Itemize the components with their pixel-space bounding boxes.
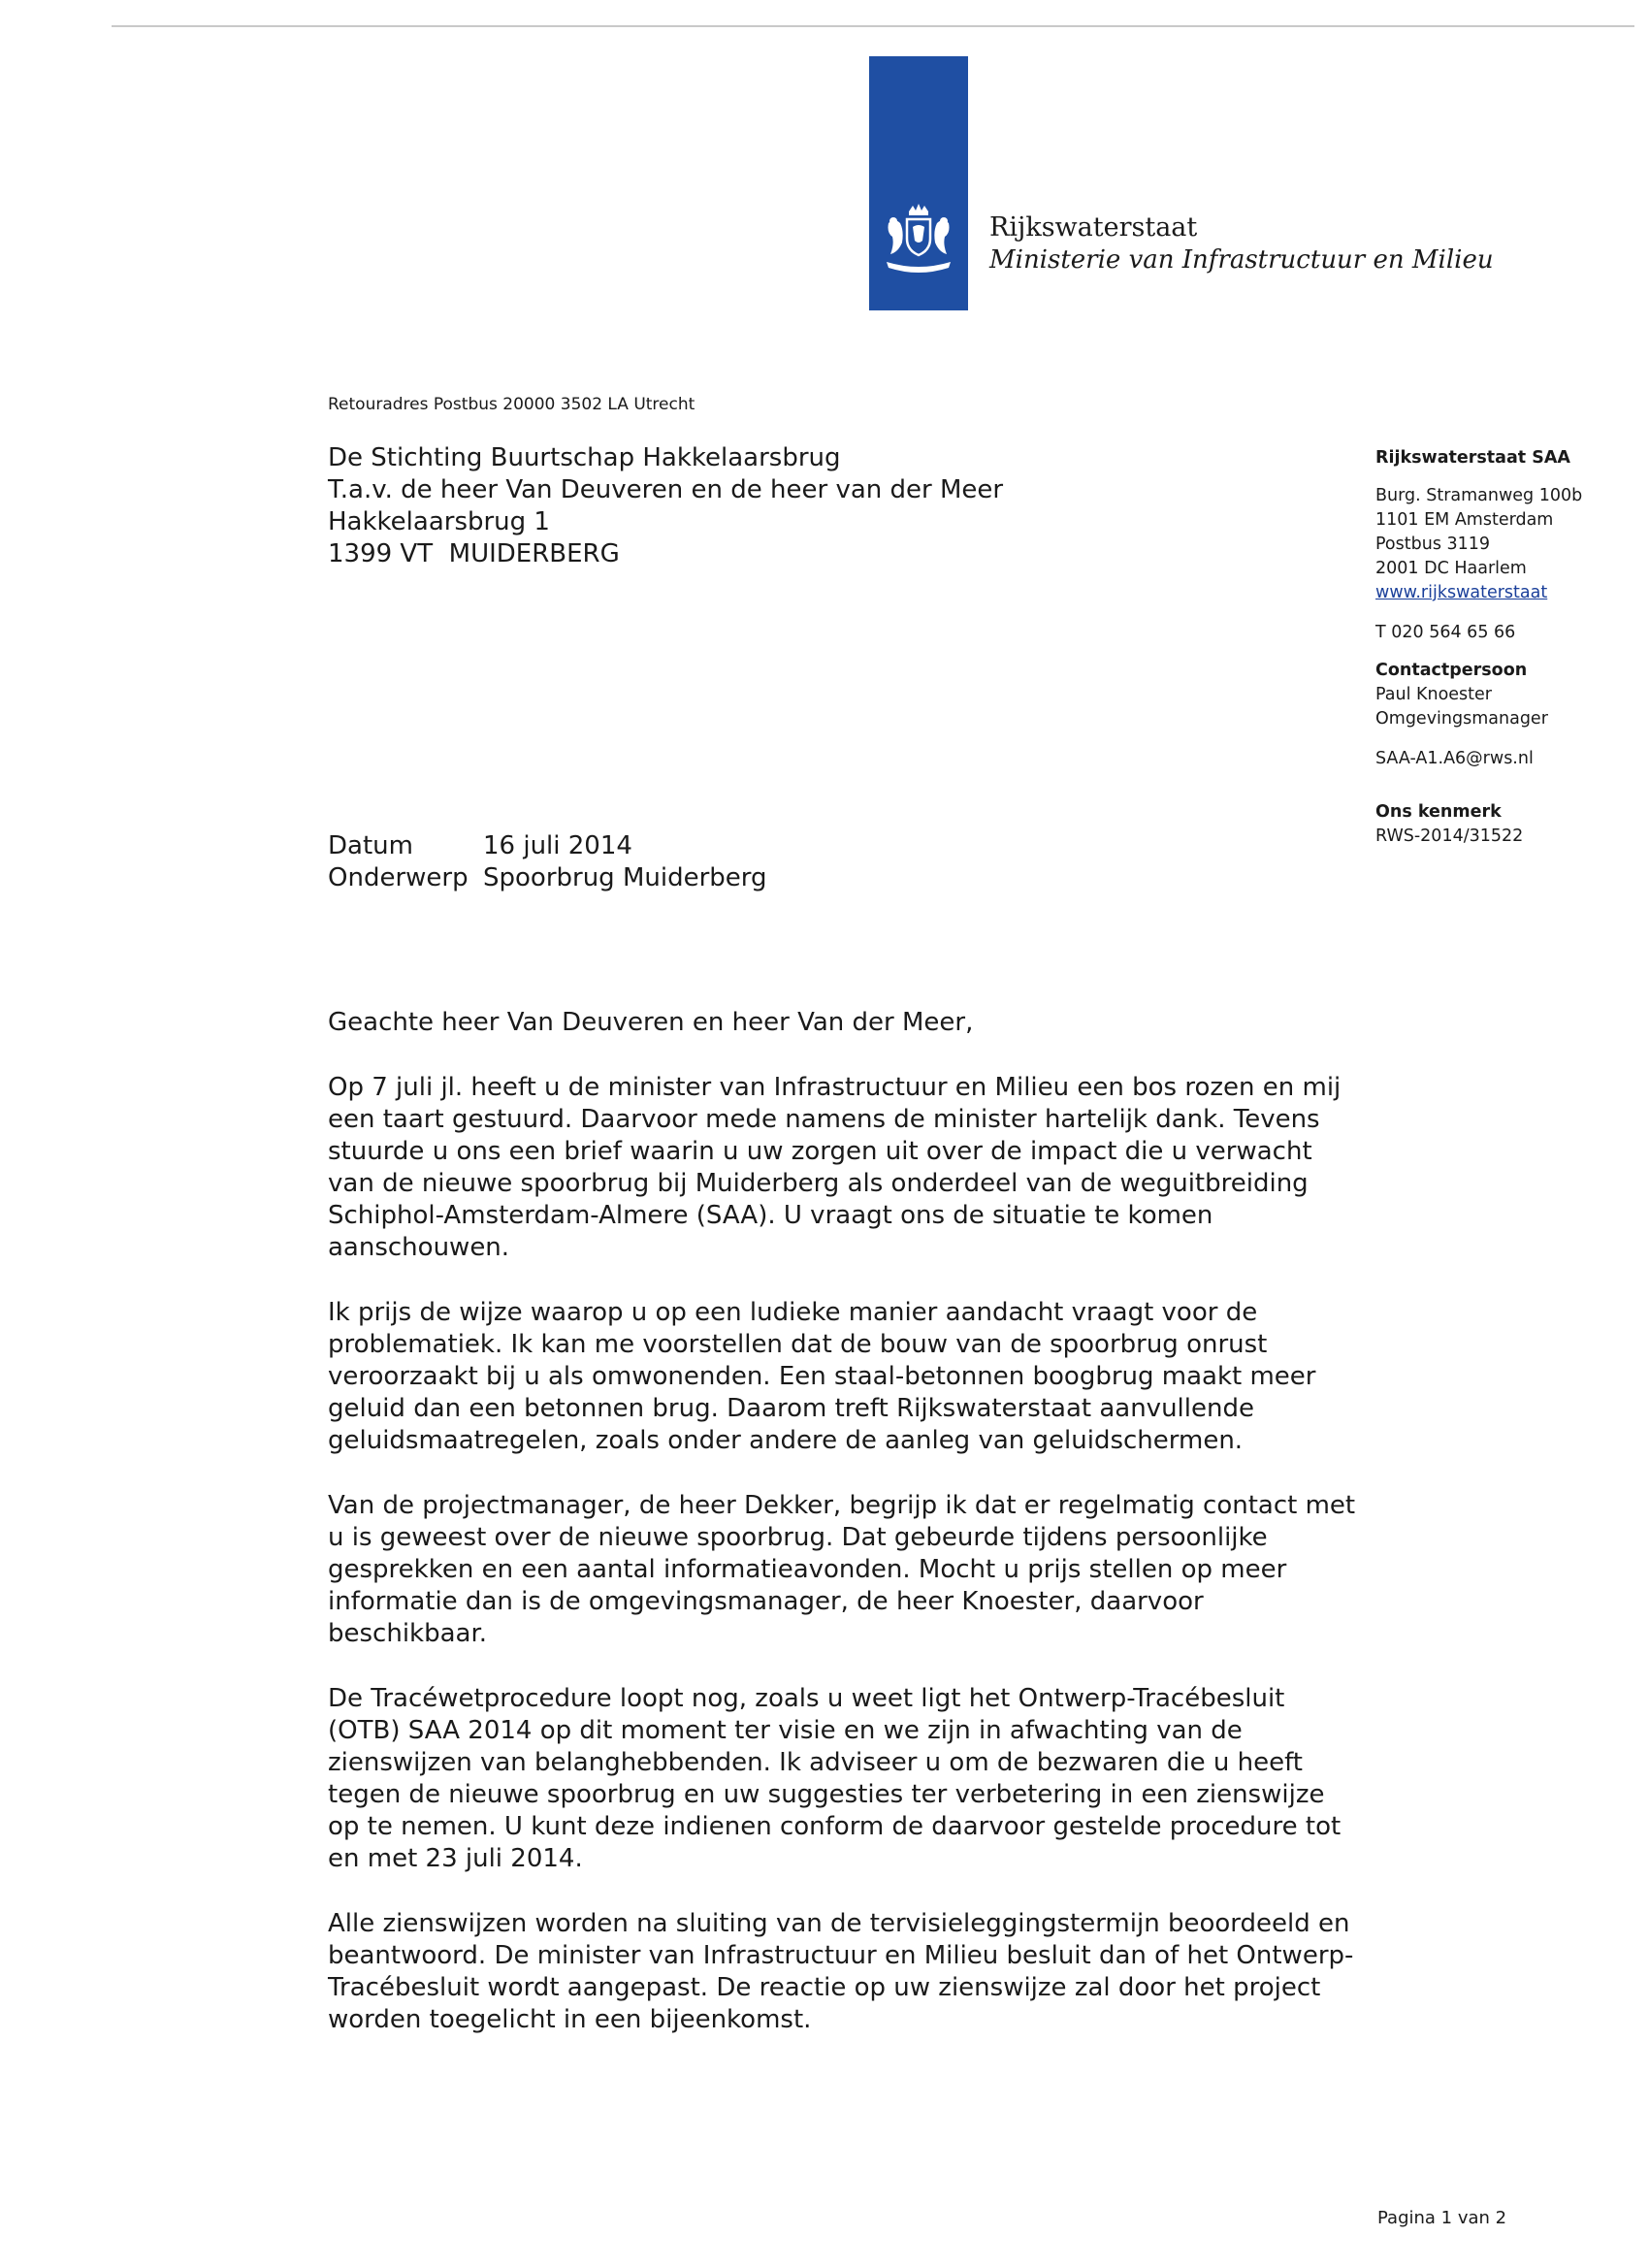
body-paragraph: Alle zienswijzen worden na sluiting van de tervisieleggingstermijn beoordeeld en beantwoord. De minister van Infrastructuur en Milieu besluit dan of het Ontwerp-Tracébesluit wordt aangepast. De reactie op uw zienswijze zal door het project worden toegelicht in een bijeenkomst. bbox=[328, 1909, 1354, 2034]
letter-meta bbox=[328, 830, 767, 894]
contact-name: Paul Knoester bbox=[1375, 685, 1492, 704]
crest-icon bbox=[881, 202, 956, 277]
subject-value: Spoorbrug Muiderberg bbox=[483, 863, 767, 892]
sender-postal-city: 2001 DC Haarlem bbox=[1375, 559, 1527, 578]
page-number: Pagina 1 van 2 bbox=[1377, 2208, 1507, 2228]
sender-phone: T 020 564 65 66 bbox=[1375, 623, 1516, 642]
date-label: Datum bbox=[328, 831, 413, 860]
sender-office: Rijkswaterstaat SAA bbox=[1375, 448, 1570, 468]
recipient-line: T.a.v. de heer Van Deuveren en de heer van der Meer bbox=[328, 475, 1004, 504]
contact-label: Contactpersoon bbox=[1375, 661, 1528, 680]
contact-role: Omgevingsmanager bbox=[1375, 709, 1548, 729]
letter-body bbox=[328, 1007, 1358, 2069]
body-paragraph: Ik prijs de wijze waarop u op een ludieke manier aandacht vraagt voor de problematiek. Ik kan me voorstellen dat de bouw van de spoorbrug onrust veroorzaakt bij u als omwonenden. Een staal-betonnen boogbrug maakt meer geluid dan een betonnen brug. Daarom treft Rijkswaterstaat aanvullende geluidsmaatregelen, zoals onder andere de aanleg van geluidschermen. bbox=[328, 1298, 1316, 1455]
reference-label: Ons kenmerk bbox=[1375, 802, 1502, 822]
recipient-line: Hakkelaarsbrug 1 bbox=[328, 507, 550, 536]
date-row bbox=[328, 830, 767, 862]
date-value: 16 juli 2014 bbox=[483, 831, 632, 860]
contact-email: SAA-A1.A6@rws.nl bbox=[1375, 749, 1534, 768]
org-name: Rijkswaterstaat bbox=[989, 212, 1198, 243]
sender-postbox: Postbus 3119 bbox=[1375, 535, 1491, 554]
sender-city: 1101 EM Amsterdam bbox=[1375, 510, 1554, 530]
body-paragraph: Op 7 juli jl. heeft u de minister van Infrastructuur en Milieu een bos rozen en mij een taart gestuurd. Daarvoor mede namens de minister hartelijk dank. Tevens stuurde u ons een brief waarin u uw zorgen uit over de impact die u verwacht van de nieuwe spoorbrug bij Muiderberg als onderdeel van de weguitbreiding Schiphol-Amsterdam-Almere (SAA). U vraagt ons de situatie te komen aanschouwen. bbox=[328, 1073, 1342, 1262]
logo-bar bbox=[869, 56, 968, 310]
return-address: Retouradres Postbus 20000 3502 LA Utrecht bbox=[328, 395, 695, 414]
subject-row bbox=[328, 862, 767, 894]
recipient-line: 1399 VT MUIDERBERG bbox=[328, 539, 620, 568]
subject-label: Onderwerp bbox=[328, 863, 469, 892]
salutation: Geachte heer Van Deuveren en heer Van der Meer, bbox=[328, 1008, 974, 1037]
recipient-line: De Stichting Buurtschap Hakkelaarsbrug bbox=[328, 443, 841, 472]
sender-sidebar bbox=[1375, 446, 1628, 849]
body-paragraph: De Tracéwetprocedure loopt nog, zoals u weet ligt het Ontwerp-Tracébesluit (OTB) SAA 2014 op dit moment ter visie en we zijn in afwachting van de zienswijzen van belanghebbenden. Ik adviseer u om de bezwaren die u heeft tegen de nieuwe spoorbrug en uw suggesties ter verbetering in een zienswijze op te nemen. U kunt deze indienen conform de daarvoor gestelde procedure tot en met 23 juli 2014. bbox=[328, 1684, 1342, 1873]
logo-wordmark bbox=[989, 211, 1494, 275]
body-paragraph: Van de projectmanager, de heer Dekker, begrijp ik dat er regelmatig contact met u is geweest over de nieuwe spoorbrug. Dat gebeurde tijdens persoonlijke gesprekken en een aantal informatieavonden. Mocht u prijs stellen op meer informatie dan is de omgevingsmanager, de heer Knoester, daarvoor beschikbaar. bbox=[328, 1491, 1356, 1648]
top-rule bbox=[112, 25, 1634, 27]
recipient-address bbox=[328, 442, 1003, 570]
sender-street: Burg. Stramanweg 100b bbox=[1375, 486, 1583, 505]
website-link[interactable]: www.rijkswaterstaat bbox=[1375, 583, 1548, 602]
ministry-name: Ministerie van Infrastructuur en Milieu bbox=[989, 245, 1494, 275]
reference-value: RWS-2014/31522 bbox=[1375, 826, 1524, 846]
